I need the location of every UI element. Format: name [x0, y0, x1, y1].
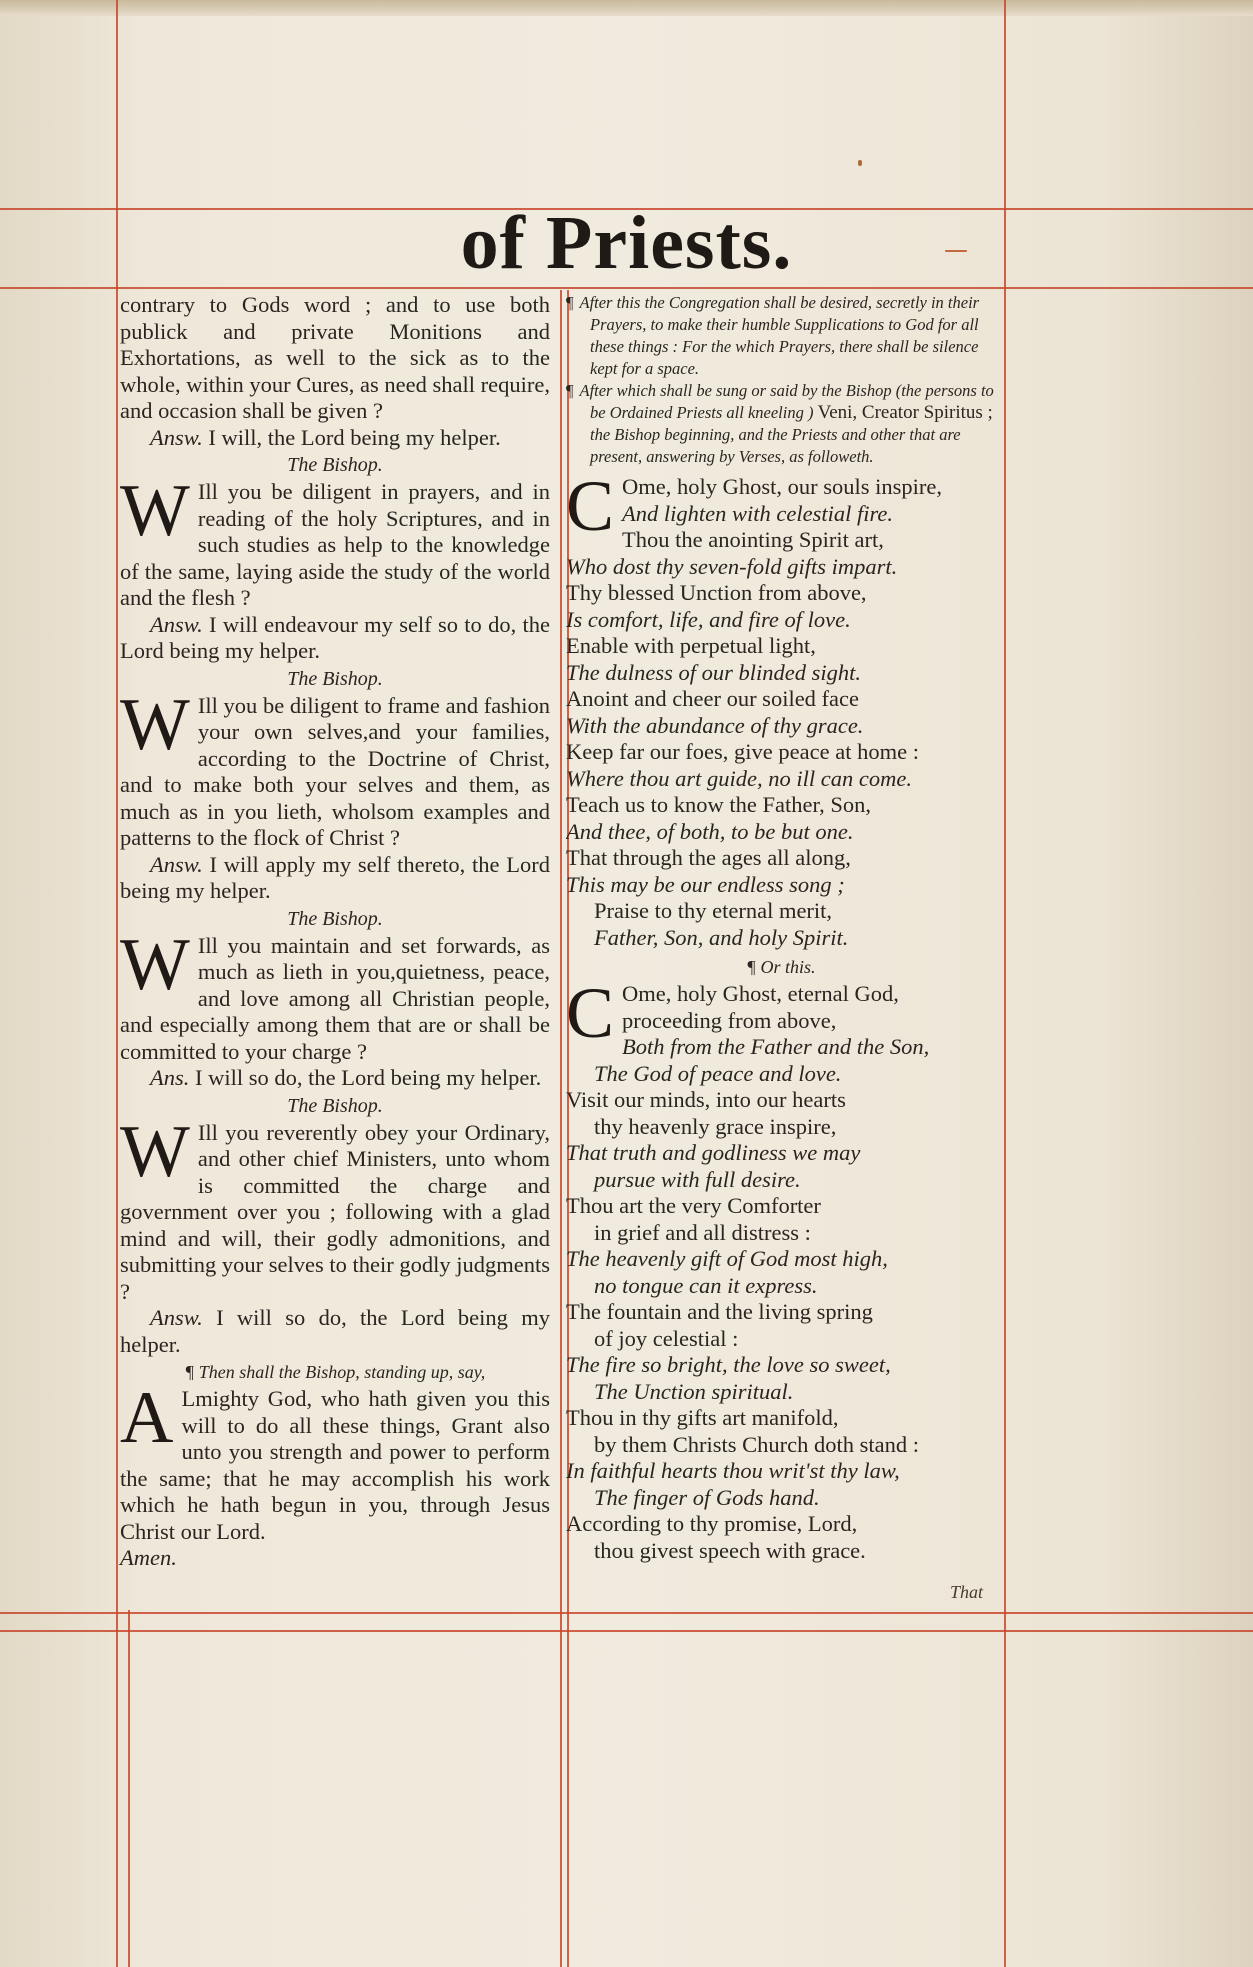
speaker-heading: The Bishop.: [287, 454, 383, 476]
rubric-instruction: [566, 380, 996, 468]
hymn-verses: [566, 981, 996, 1564]
verse-line: Is comfort, life, and fire of love.: [566, 606, 851, 632]
catchword: That: [950, 1582, 984, 1602]
rubric-instruction: [566, 292, 996, 380]
hymn-veni-creator: [566, 474, 996, 951]
page-top-edge: [0, 0, 1253, 16]
verse-line: The Unction spiritual.: [594, 1378, 794, 1404]
or-this-heading: ¶ Or this.: [746, 957, 816, 977]
question-text: Ill you maintain and set forwards, as much as lieth in you,quietness, peace, and love among all Christian people, and especially among them that are or shall be committed to your charge ?: [120, 932, 550, 1064]
verse-line: Ome, holy Ghost, eternal God,: [622, 981, 899, 1006]
drop-cap: C: [566, 981, 615, 1053]
verse-line: Keep far our foes, give peace at home :: [566, 739, 919, 764]
speaker-heading: The Bishop.: [287, 667, 383, 690]
prayer-paragraph: [120, 1386, 550, 1545]
margin-rule-left: [116, 0, 118, 1967]
question-paragraph: [120, 693, 550, 852]
verse-line: The heavenly gift of God most high,: [566, 1246, 888, 1271]
verse-line: The finger of Gods hand.: [594, 1484, 820, 1510]
question-paragraph: [120, 479, 550, 612]
right-column: [566, 292, 996, 1566]
verse-line: According to thy promise, Lord,: [566, 1511, 858, 1536]
verse-line: Both from the Father and the Son,: [622, 1034, 930, 1059]
prayer-text: Lmighty God, who hath given you this will to do all these things, Grant also unto you strength and power to perform the same; that he may accomplish his work which he hath begun in you, through Jesus Christ our Lord.: [120, 1386, 550, 1544]
answer-text: I will apply my self thereto, the Lord being my helper.: [120, 851, 550, 903]
drop-cap: A: [120, 1386, 174, 1459]
answer-label: Answ.: [150, 611, 203, 637]
column-rule-left: [560, 290, 562, 1967]
rubric-text: the Bishop beginning, and the Priests and other that are present, answering by Verses, as followeth.: [590, 425, 961, 466]
paragraph-continued: contrary to Gods word ; and to use both publick and private Monitions and Exhortations, as well to the sick as to the whole, within your Cures, as need shall require, and occasion shall be given ?: [120, 292, 550, 423]
answer: [120, 1065, 550, 1092]
footer-rule-bottom: [0, 1630, 1253, 1632]
rubric-text: After this the Congregation shall be desired, secretly in their Prayers, to make their humble Supplications to God for all these things : For the which Prayers, there shall be silence kept for a space.: [579, 293, 980, 378]
verse-line: The God of peace and love.: [594, 1060, 842, 1086]
drop-cap: W: [120, 932, 190, 1006]
answer-text: I will so do, the Lord being my helper.: [195, 1065, 542, 1090]
verse-line: That through the ages all along,: [566, 845, 851, 870]
margin-rule-left-lower: [128, 1610, 130, 1967]
drop-cap: C: [566, 474, 615, 546]
answer: [120, 612, 550, 665]
answer-text: I will endeavour my self so to do, the Lord being my helper.: [120, 611, 551, 663]
speaker-heading: The Bishop.: [287, 907, 383, 930]
verse-line: proceeding from above,: [622, 1007, 837, 1033]
verse-line: Ome, holy Ghost, our souls inspire,: [622, 474, 943, 499]
verse-line: In faithful hearts thou writ'st thy law,: [566, 1458, 900, 1483]
verse-line: Visit our minds, into our hearts: [566, 1087, 846, 1112]
verse-line: Praise to thy eternal merit,: [594, 898, 833, 923]
verse-line: thou givest speech with grace.: [594, 1537, 866, 1563]
verse-line: Where thou art guide, no ill can come.: [566, 765, 912, 791]
hymn-verses: [566, 474, 996, 951]
drop-cap: W: [120, 692, 190, 766]
verse-line: Thou the anointing Spirit art,: [622, 527, 884, 552]
pilcrow-glyph: ¶: [184, 1362, 195, 1382]
verse-line: Thou in thy gifts art manifold,: [566, 1405, 839, 1430]
verse-line: The fire so bright, the love so sweet,: [566, 1352, 891, 1377]
verse-line: Enable with perpetual light,: [566, 633, 816, 658]
verse-line: by them Christs Church doth stand :: [594, 1431, 919, 1457]
answer: [120, 1305, 550, 1358]
question-text: Ill you be diligent to frame and fashion your own selves,and your families, according to the Doctrine of Christ, and to make both your selves and them, as much as in you lieth, wholsom examples and patterns to the flock of Christ ?: [120, 692, 550, 850]
question-paragraph: [120, 1120, 550, 1306]
verse-line: The dulness of our blinded sight.: [566, 659, 862, 685]
verse-line: no tongue can it express.: [594, 1272, 818, 1298]
pilcrow-glyph: ¶: [566, 293, 574, 312]
page-title: of Priests.: [460, 201, 793, 285]
rubric-instruction: [120, 1360, 550, 1384]
verse-line: Thy blessed Unction from above,: [566, 580, 867, 605]
ink-speck: [858, 160, 862, 166]
verse-line: With the abundance of thy grace.: [566, 712, 864, 738]
verse-line: Father, Son, and holy Spirit.: [594, 924, 849, 950]
hymn-title: Veni, Creator Spiritus ;: [817, 402, 993, 423]
footer-rule-top: [0, 1612, 1253, 1614]
question-text: Ill you be diligent in prayers, and in reading of the holy Scriptures, and in such studies as help to the knowledge of the same, laying aside the study of the world and the flesh ?: [120, 479, 550, 610]
answer-label: Answ.: [150, 1305, 203, 1330]
verse-line: The fountain and the living spring: [566, 1299, 873, 1324]
answer: [120, 425, 550, 452]
answer-label: Answ.: [150, 851, 203, 877]
verse-line: And thee, of both, to be but one.: [566, 818, 854, 844]
verse-line: in grief and all distress :: [594, 1219, 811, 1245]
answer-label: Answ.: [150, 424, 203, 450]
answer: [120, 852, 550, 905]
question-paragraph: [120, 933, 550, 1066]
drop-cap: W: [120, 479, 190, 552]
verse-line: Who dost thy seven-fold gifts impart.: [566, 553, 898, 579]
rubric-text: After which shall be sung or said by the Bishop (the persons to be Ordained Priests all kneeling ): [579, 381, 994, 422]
pilcrow-glyph: ¶: [566, 381, 574, 400]
question-text: Ill you reverently obey your Ordinary, and other chief Ministers, unto whom is committed the charge and government over you ; following with a glad mind and will, their godly admonitions, and submitting your selves to their godly judgments ?: [120, 1119, 550, 1304]
answer-text: I will so do, the Lord being my helper.: [120, 1305, 551, 1357]
verse-line: pursue with full desire.: [594, 1166, 801, 1192]
answer-label: Ans.: [150, 1065, 190, 1090]
verse-line: That truth and godliness we may: [566, 1140, 861, 1165]
rubric-text: Then shall the Bishop, standing up, say,: [198, 1362, 486, 1382]
verse-line: of joy celestial :: [594, 1325, 739, 1351]
answer-text: I will, the Lord being my helper.: [208, 424, 501, 450]
margin-rule-right: [1004, 0, 1006, 1967]
verse-line: This may be our endless song ;: [566, 871, 845, 897]
verse-line: Thou art the very Comforter: [566, 1193, 821, 1218]
left-column: [120, 292, 550, 1572]
amen: Amen.: [120, 1545, 177, 1570]
speaker-heading: The Bishop.: [287, 1094, 383, 1117]
verse-line: And lighten with celestial fire.: [622, 500, 894, 526]
verse-line: thy heavenly grace inspire,: [594, 1113, 837, 1139]
verse-line: Anoint and cheer our soiled face: [566, 686, 860, 711]
hymn-alternative: [566, 981, 996, 1564]
drop-cap: W: [120, 1119, 190, 1193]
verse-line: Teach us to know the Father, Son,: [566, 792, 871, 817]
